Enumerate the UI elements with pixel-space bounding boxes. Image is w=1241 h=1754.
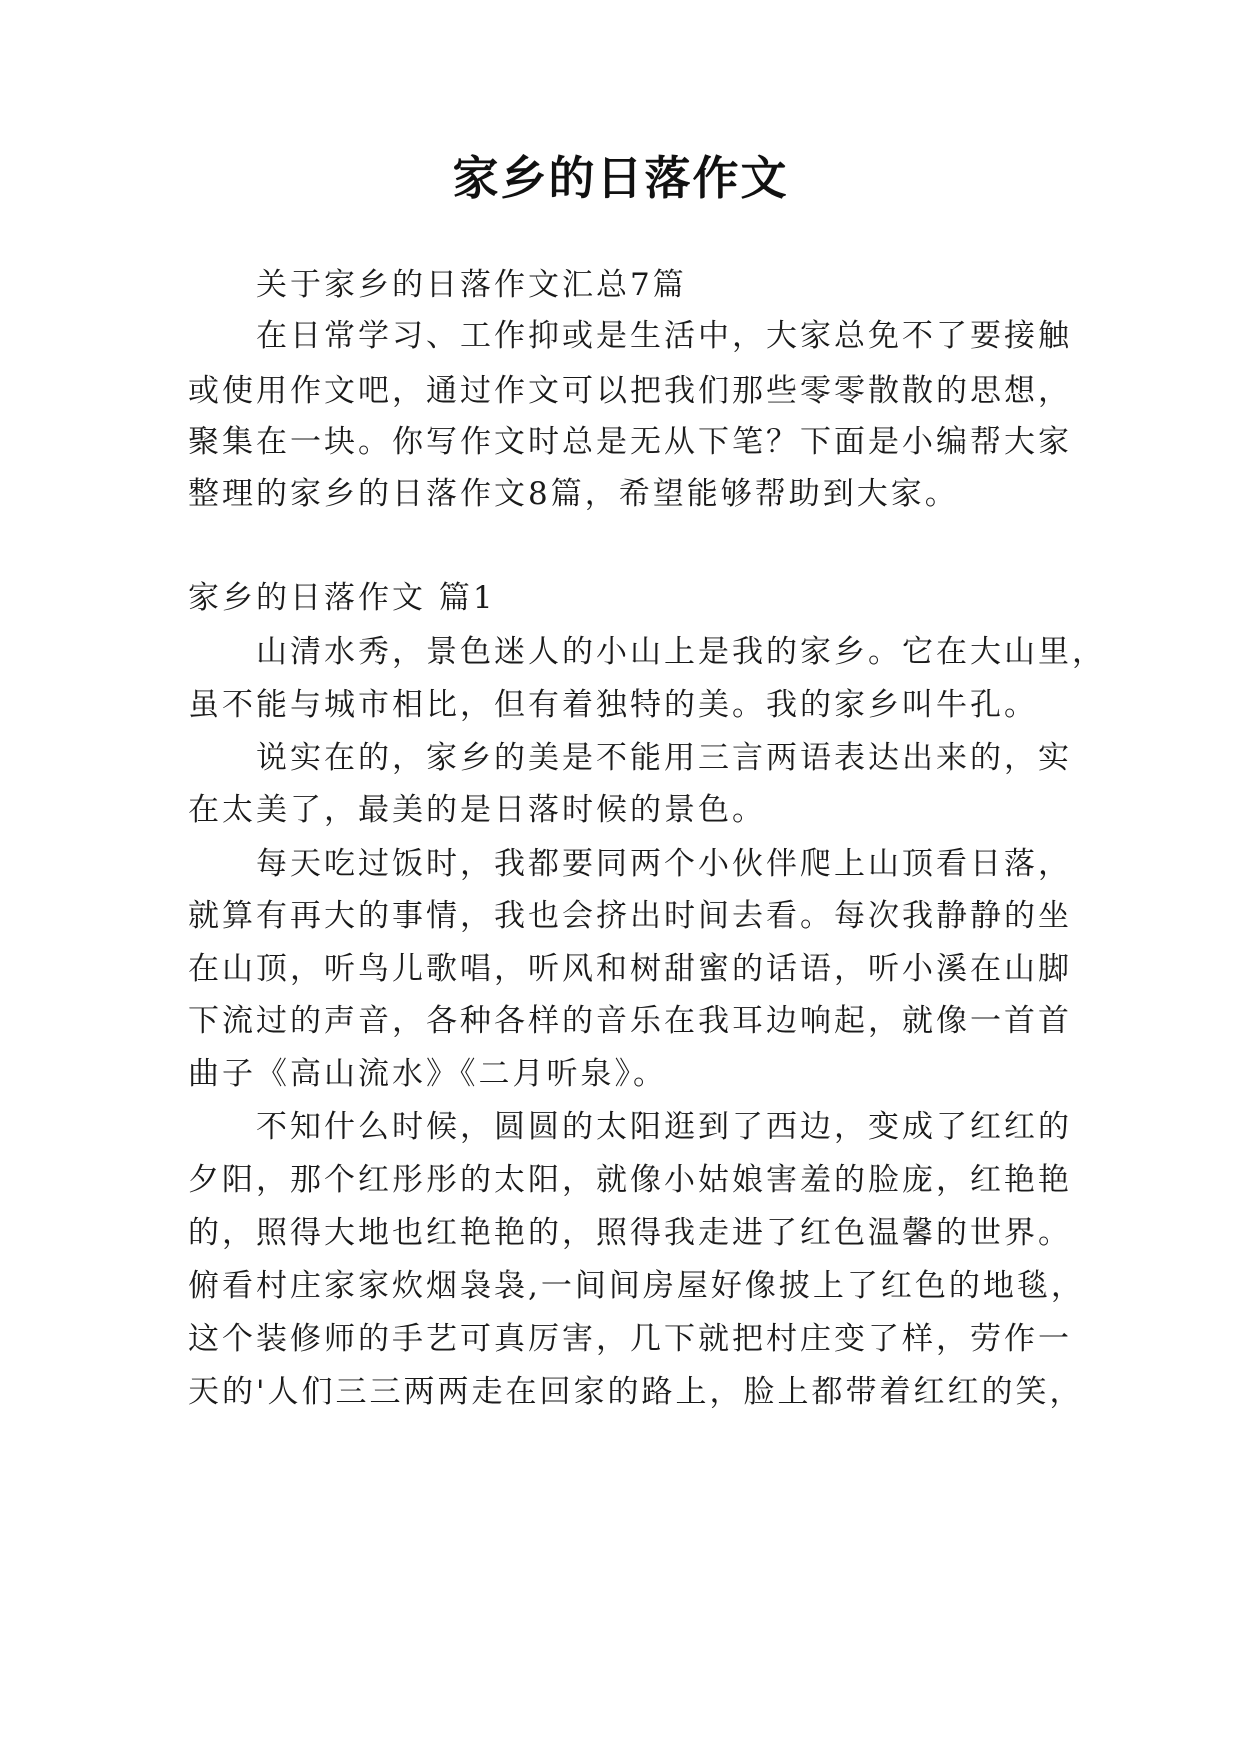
paragraph-3-line-4: 下流过的声音，各种各样的音乐在我耳边响起，就像一首首	[188, 1003, 1072, 1039]
paragraph-3-line-3: 在山顶，听鸟儿歌唱，听风和树甜蜜的话语，听小溪在山脚	[188, 951, 1072, 987]
paragraph-4-line-3: 的，照得大地也红艳艳的，照得我走进了红色温馨的世界。	[188, 1215, 1072, 1251]
section-heading: 家乡的日落作文 篇1	[188, 580, 496, 616]
paragraph-4-line-4: 俯看村庄家家炊烟袅袅,一间间房屋好像披上了红色的地毯，	[188, 1268, 1085, 1304]
intro-line-1: 在日常学习、工作抑或是生活中，大家总免不了要接触	[256, 318, 1072, 354]
intro-line-4: 整理的家乡的日落作文8篇，希望能够帮助到大家。	[188, 476, 959, 512]
paragraph-4-line-5: 这个装修师的手艺可真厉害，几下就把村庄变了样，劳作一	[188, 1321, 1072, 1357]
paragraph-2-line-1: 说实在的，家乡的美是不能用三言两语表达出来的，实	[256, 740, 1072, 776]
paragraph-1-line-1: 山清水秀，景色迷人的小山上是我的家乡。它在大山里，	[256, 634, 1106, 670]
paragraph-4-line-1: 不知什么时候，圆圆的太阳逛到了西边，变成了红红的	[256, 1109, 1072, 1145]
intro-line-3: 聚集在一块。你写作文时总是无从下笔？下面是小编帮大家	[188, 424, 1072, 460]
paragraph-3-line-5: 曲子《高山流水》《二月听泉》。	[188, 1056, 667, 1092]
intro-line-2: 或使用作文吧，通过作文可以把我们那些零零散散的思想，	[188, 373, 1072, 409]
paragraph-2-line-2: 在太美了，最美的是日落时候的景色。	[188, 792, 766, 828]
intro-heading: 关于家乡的日落作文汇总7篇	[256, 267, 687, 303]
document-title: 家乡的日落作文	[452, 151, 789, 205]
paragraph-4-line-2: 夕阳，那个红彤彤的太阳，就像小姑娘害羞的脸庞，红艳艳	[188, 1162, 1072, 1198]
paragraph-4-line-6: 天的'人们三三两两走在回家的路上，脸上都带着红红的笑，	[188, 1374, 1084, 1410]
paragraph-3-line-1: 每天吃过饭时，我都要同两个小伙伴爬上山顶看日落，	[256, 846, 1072, 882]
paragraph-1-line-2: 虽不能与城市相比，但有着独特的美。我的家乡叫牛孔。	[188, 687, 1038, 723]
paragraph-3-line-2: 就算有再大的事情，我也会挤出时间去看。每次我静静的坐	[188, 898, 1072, 934]
